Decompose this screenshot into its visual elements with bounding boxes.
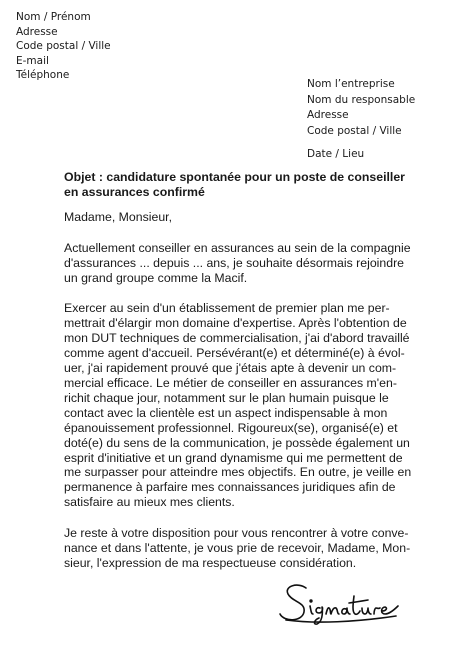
date-place: Date / Lieu: [307, 148, 365, 160]
text-line: nance et dans l'attente, je vous prie de recevoir, Madame, Mon-: [64, 541, 411, 556]
sender-name: Nom / Prénom: [16, 11, 91, 23]
recipient-address-block: [307, 77, 415, 139]
text-line: d'assurances ... depuis ... ans, je souhaite désormais rejoindre: [64, 255, 405, 270]
text-line: comme agent d'accueil. Persévérant(e) et déterminé(e) à évol-: [64, 346, 405, 361]
recipient-manager: Nom du responsable: [307, 93, 416, 106]
text-line: esprit d'initiative et un grand dynamisme qui me permettent de: [64, 450, 403, 465]
subject-line: en assurances confirmé: [64, 184, 205, 199]
paragraph-experience: [64, 301, 464, 510]
letter-body: [64, 170, 464, 587]
handwritten-signature: [276, 580, 426, 628]
text-line: satisfaire au mieux mes clients.: [64, 495, 235, 510]
sender-postal-city: Code postal / Ville: [16, 40, 111, 52]
recipient-address: Adresse: [307, 109, 349, 121]
text-line: Je reste à votre disposition pour vous rencontrer à votre conve-: [64, 526, 409, 541]
text-line: richit chaque jour, notamment sur le plan humain puisque le: [64, 390, 389, 405]
paragraph-closing: [64, 526, 464, 571]
sender-email: E-mail: [16, 54, 49, 67]
subject-line: Objet : candidature spontanée pour un poste de conseiller: [64, 170, 405, 184]
sender-phone: Téléphone: [16, 69, 70, 81]
recipient-postal-city: Code postal / Ville: [307, 124, 402, 137]
text-line: permanence à parfaire mes connaissances juridiques afin de: [64, 480, 396, 495]
text-line: me surpasser pour atteindre mes objectifs. En outre, je veille en: [64, 465, 412, 480]
recipient-company: Nom l’entreprise: [307, 78, 395, 90]
text-line: sieur, l'expression de ma respectueuse considération.: [64, 555, 357, 570]
text-line: mercial efficace. Le métier de conseiller en assurances m'en-: [64, 375, 397, 390]
text-line: uer, j'ai rapidement prouvé que j'étais apte à devenir un com-: [64, 361, 397, 376]
text-line: mon DUT techniques de commercialisation, j'ai d'abord travaillé: [64, 331, 410, 346]
letter-greeting: Madame, Monsieur,: [64, 209, 172, 224]
text-line: un grand groupe comme la Macif.: [64, 270, 248, 285]
text-line: mettrait d'élargir mon domaine d'expertise. Après l'obtention de: [64, 316, 407, 331]
paragraph-intro: [64, 241, 464, 286]
sender-address: Adresse: [16, 25, 58, 38]
text-line: doté(e) du sens de la communication, je possède également un: [64, 435, 410, 450]
text-line: Exercer au sein d'un établissement de premier plan me per-: [64, 301, 390, 316]
text-line: épanouissement professionnel. Rigoureux(se), organisé(e) et: [64, 420, 398, 435]
text-line: Actuellement conseiller en assurances au sein de la compagnie: [64, 240, 411, 255]
text-line: contact avec la clientèle est un aspect indispensable à mon: [64, 405, 388, 420]
sender-address-block: [16, 10, 111, 83]
letter-subject: [64, 170, 464, 200]
